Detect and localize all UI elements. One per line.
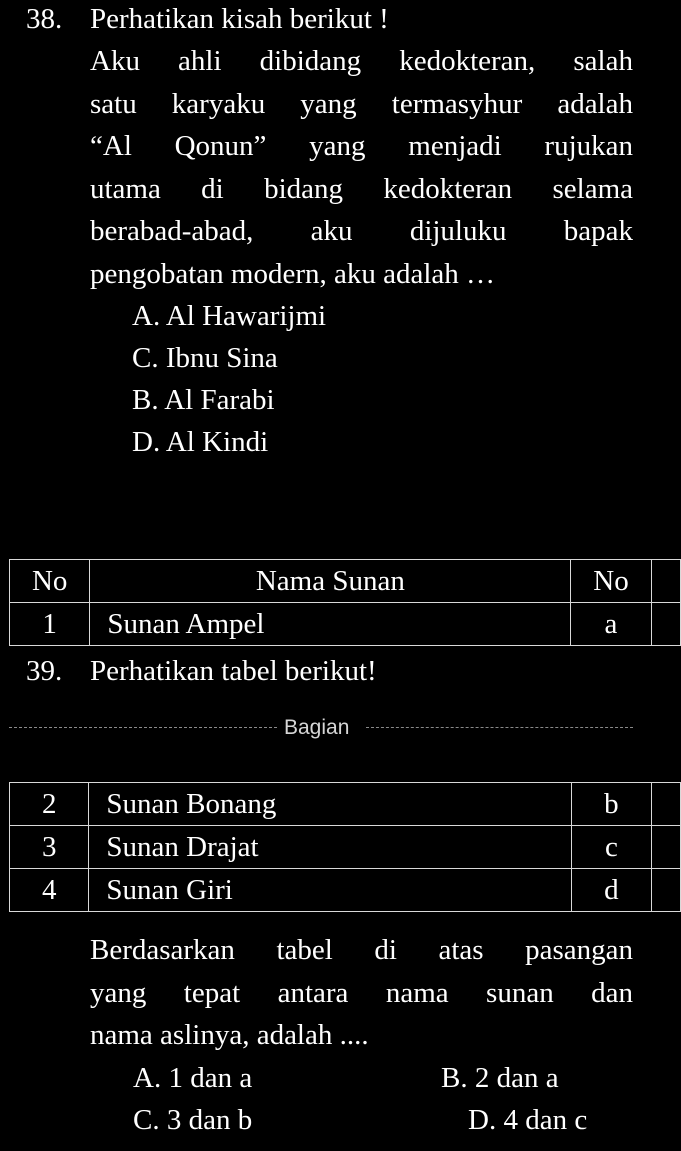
row-3-letter: c <box>572 826 651 869</box>
question-38-title: Perhatikan kisah berikut ! <box>90 3 389 35</box>
row-3-name: Sunan Drajat <box>89 826 572 869</box>
question-39-option-c: C. 3 dan b <box>133 1104 253 1136</box>
question-39-line-2: yang tepat antara nama sunan dan <box>90 976 633 1009</box>
question-38-line-5: berabad-abad, aku dijuluku bapak <box>90 215 633 247</box>
question-38-option-d: D. Al Kindi <box>132 426 269 458</box>
question-38-number: 38. <box>26 3 63 35</box>
header-no-2: No <box>571 560 651 603</box>
row-1-letter: a <box>571 603 651 646</box>
row-1-cut-off <box>651 603 680 646</box>
row-2-no: 2 <box>10 783 89 826</box>
section-divider-label: Bagian <box>284 716 350 739</box>
row-2-name: Sunan Bonang <box>89 783 572 826</box>
row-1-no: 1 <box>10 603 90 646</box>
divider-line-left <box>9 727 277 728</box>
question-38-line-6: pengobatan modern, aku adalah … <box>90 257 496 290</box>
question-39-option-d: D. 4 dan c <box>468 1104 588 1136</box>
question-38-line-3: “Al Qonun” yang menjadi rujukan <box>90 130 633 162</box>
question-39-text <box>90 929 633 1057</box>
question-38-line-1: Aku ahli dibidang kedokteran, salah <box>90 45 633 77</box>
row-2-letter: b <box>572 783 651 826</box>
header-cut-off <box>651 560 680 603</box>
table-header-row <box>10 560 681 603</box>
header-nama-sunan: Nama Sunan <box>90 560 571 603</box>
row-4-no: 4 <box>10 869 89 912</box>
question-38-option-b: B. Al Farabi <box>132 384 275 416</box>
table-row <box>10 869 681 912</box>
question-39-title: Perhatikan tabel berikut! <box>90 655 377 687</box>
question-39-option-b: B. 2 dan a <box>441 1062 559 1094</box>
header-no: No <box>10 560 90 603</box>
question-39-line-1: Berdasarkan tabel di atas pasangan <box>90 934 633 966</box>
row-2-cut-off <box>651 783 680 826</box>
table-row <box>10 603 681 646</box>
sunan-table-top <box>9 559 681 646</box>
row-3-no: 3 <box>10 826 89 869</box>
question-39-option-a: A. 1 dan a <box>133 1062 253 1094</box>
table-row <box>10 783 681 826</box>
question-38-line-2: satu karyaku yang termasyhur adalah <box>90 87 633 120</box>
sunan-table-bottom <box>9 782 681 912</box>
question-39-line-3: nama aslinya, adalah .... <box>90 1019 369 1051</box>
row-4-cut-off <box>651 869 680 912</box>
question-39-number: 39. <box>26 655 63 687</box>
row-1-name: Sunan Ampel <box>90 603 571 646</box>
question-38-option-a: A. Al Hawarijmi <box>132 300 327 332</box>
table-row <box>10 826 681 869</box>
row-4-letter: d <box>572 869 651 912</box>
row-4-name: Sunan Giri <box>89 869 572 912</box>
question-38-text <box>90 40 633 295</box>
row-3-cut-off <box>651 826 680 869</box>
divider-line-right <box>366 727 633 728</box>
question-38-line-4: utama di bidang kedokteran selama <box>90 172 633 205</box>
question-38-option-c: C. Ibnu Sina <box>132 342 278 374</box>
